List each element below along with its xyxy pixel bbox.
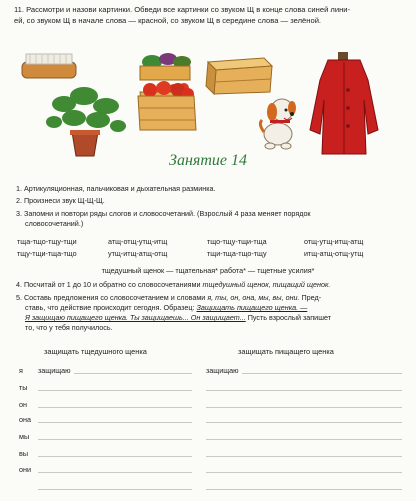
item-4: 4. Посчитай от 1 до 10 и обратно со словосочетаниями тщедушный щенок, пищащий щенок. [16, 280, 331, 289]
pronoun-ty: ты [19, 383, 28, 392]
writing-line[interactable] [206, 472, 402, 473]
writing-line[interactable] [38, 472, 192, 473]
writing-line[interactable] [74, 373, 192, 374]
pronoun-vy: вы [19, 449, 28, 458]
pronoun-oni: они [19, 465, 31, 474]
writing-line[interactable] [38, 439, 192, 440]
syllable-r2-c1: тщу-тщи-тща-тщо [17, 249, 77, 258]
writing-line[interactable] [206, 422, 402, 423]
item-5: 5. Составь предложения со словосочетанием и словами я, ты, он, она, мы, вы, они. Пред- ставь, что действие происходит сегодня. Образец: Защищать пищащего щенка. — Я защищаю пищащего щенка. Ты защищаешь... Он защищает... Пусть взрослый запишет то, что у тебя получилось. [16, 293, 332, 332]
word-phrase: тщедушный щенок — тщательная* работа* — тщетные усилия* [101, 266, 315, 275]
pronoun-ya: я [19, 366, 23, 375]
syllable-r1-c2: атщ-отщ-утщ-итщ [108, 237, 168, 246]
syllable-r1-c3: тщо-тщу-тщи-тща [207, 237, 267, 246]
writing-line[interactable] [206, 489, 402, 490]
writing-line[interactable] [38, 422, 192, 423]
pronoun-ona: она [19, 415, 31, 424]
item-2: 2. Произнеси звук Щ-Щ-Щ. [16, 196, 105, 205]
writing-line[interactable] [206, 407, 402, 408]
wooden-box-picture [204, 52, 274, 96]
item-3: 3. Запомни и повтори ряды слогов и словосочетаний. (Взрослый 4 раза меняет порядок словосочетаний.) [16, 209, 311, 228]
writing-line[interactable] [38, 489, 192, 490]
syllable-r1-c4: отщ-утщ-итщ-атщ [304, 237, 364, 246]
writing-line[interactable] [242, 373, 402, 374]
prefill-right: защищаю [206, 366, 239, 375]
writing-line[interactable] [206, 439, 402, 440]
writing-line[interactable] [206, 390, 402, 391]
lesson-title: Занятие 14 [169, 152, 247, 169]
syllable-r2-c4: итщ-атщ-отщ-утщ [304, 249, 364, 258]
scrub-brush-picture [20, 52, 80, 84]
column-right-heading: защищать пищащего щенка [238, 347, 334, 356]
pronoun-on: он [19, 400, 27, 409]
potted-plant-picture [44, 86, 128, 158]
syllable-r2-c2: утщ-итщ-атщ-отщ [108, 249, 168, 258]
item-1: 1. Артикуляционная, пальчиковая и дыхательная разминка. [16, 184, 216, 193]
writing-line[interactable] [206, 456, 402, 457]
writing-line[interactable] [38, 407, 192, 408]
writing-line[interactable] [38, 456, 192, 457]
puppy-picture [256, 94, 302, 152]
syllable-r2-c3: тщи-тща-тщо-тщу [207, 249, 267, 258]
red-coat-picture [308, 50, 380, 158]
writing-line[interactable] [38, 390, 192, 391]
column-left-heading: защищать тщедушного щенка [44, 347, 147, 356]
fruit-crate-picture [136, 80, 198, 132]
task-11-instructions: 11. Рассмотри и назови картинки. Обведи все картинки со звуком Щ в конце слова синей лини- ей, со звуком Щ в начале слова — красной, со звуком Щ в середине слова — зелёной. [14, 5, 351, 25]
pronoun-my: мы [19, 432, 30, 441]
syllable-r1-c1: тща-тщо-тщу-тщи [17, 237, 77, 246]
prefill-left: защищаю [38, 366, 71, 375]
